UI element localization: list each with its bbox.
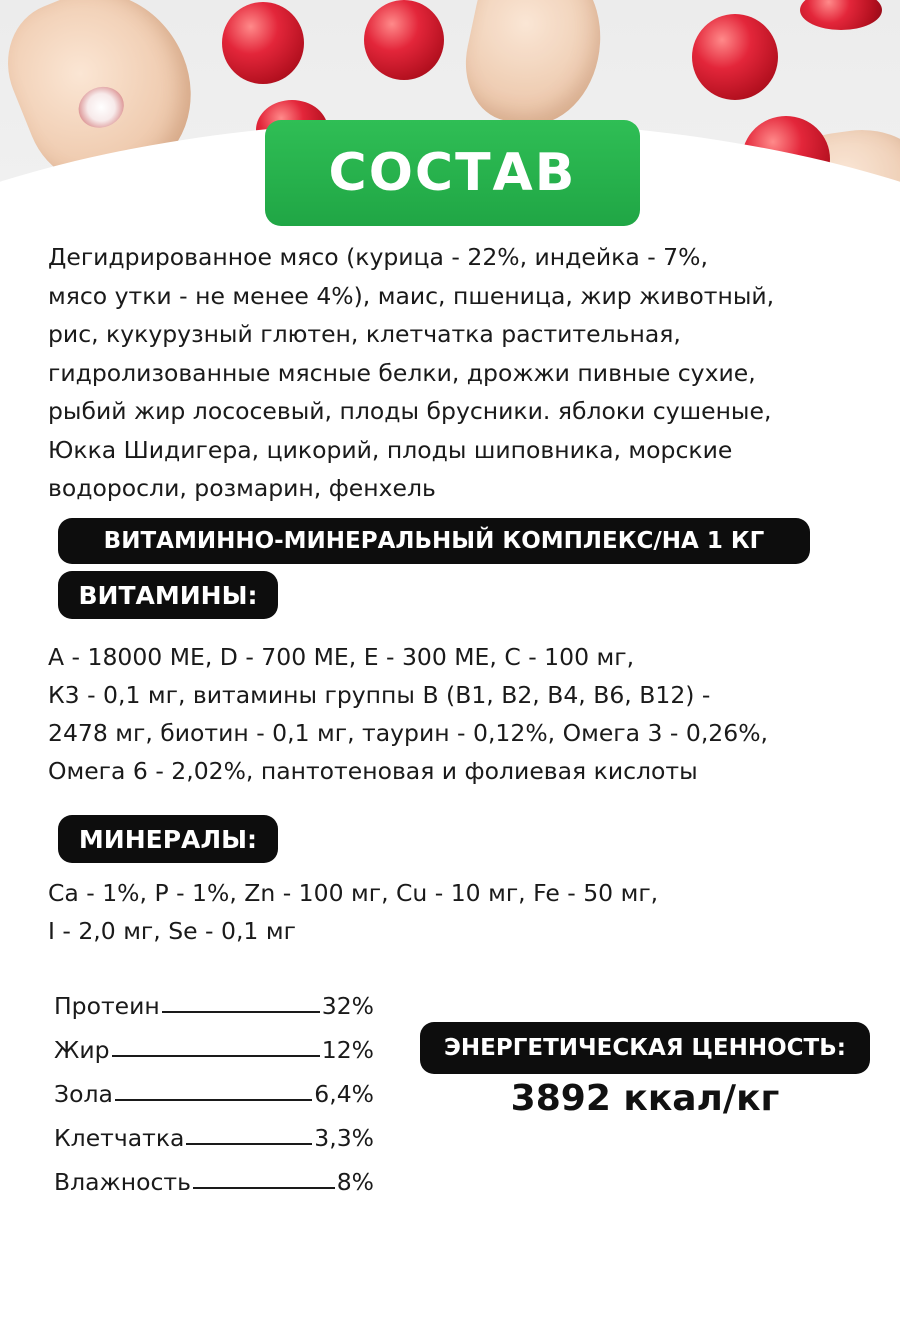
minerals-label: МИНЕРАЛЫ: (58, 815, 278, 863)
cranberry-image (222, 2, 304, 84)
analysis-name: Клетчатка (54, 1124, 185, 1152)
vitamins-label: ВИТАМИНЫ: (58, 571, 278, 619)
analysis-row-fiber (54, 1108, 374, 1152)
composition-line: рыбий жир лососевый, плоды брусники. яблоки сушеные, (48, 397, 772, 425)
analysis-value: 6,4% (314, 1080, 374, 1108)
analysis-value: 3,3% (314, 1124, 374, 1152)
minerals-line: I - 2,0 мг, Se - 0,1 мг (48, 917, 296, 945)
analysis-row-protein (54, 976, 374, 1020)
dotted-leader (162, 1011, 320, 1013)
vitamins-text (48, 638, 898, 790)
composition-line: Дегидрированное мясо (курица - 22%, индейка - 7%, (48, 243, 708, 271)
vitamins-line: 2478 мг, биотин - 0,1 мг, таурин - 0,12%, Омега 3 - 0,26%, (48, 719, 768, 747)
minerals-text (48, 874, 888, 950)
cranberry-image (364, 0, 444, 80)
composition-line: гидролизованные мясные белки, дрожжи пивные сухие, (48, 358, 756, 387)
composition-text (48, 238, 888, 508)
energy-value: 3892 ккал/кг (510, 1078, 780, 1119)
composition-line: Юкка Шидигера, цикорий, плоды шиповника, морские (48, 435, 733, 464)
composition-line: мясо утки - не менее 4%), маис, пшеница, жир животный, (48, 281, 775, 310)
composition-line: рис, кукурузный глютен, клетчатка растительная, (48, 320, 681, 348)
vitamins-line: А - 18000 МЕ, D - 700 МЕ, Е - 300 МЕ, С - 100 мг, (48, 643, 635, 671)
minerals-line: Са - 1%, Р - 1%, Zn - 100 мг, Cu - 10 мг, Fe - 50 мг, (48, 879, 659, 907)
analysis-value: 12% (321, 1036, 374, 1064)
page-title: СОСТАВ (265, 120, 640, 226)
analysis-name: Зола (54, 1080, 113, 1108)
cranberry-image (692, 14, 778, 100)
analysis-value: 32% (321, 992, 374, 1020)
energy-value-label: ЭНЕРГЕТИЧЕСКАЯ ЦЕННОСТЬ: (420, 1022, 870, 1074)
analysis-row-fat (54, 1020, 374, 1064)
chicken-drumstick-image (454, 0, 615, 137)
cranberry-image (800, 0, 882, 30)
analysis-row-moisture (54, 1152, 374, 1196)
vitamins-line: Омега 6 - 2,02%, пантотеновая и фолиевая кислоты (48, 757, 698, 785)
analysis-row-ash (54, 1064, 374, 1108)
analysis-value: 8% (336, 1168, 374, 1196)
vitamins-line: К3 - 0,1 мг, витамины группы В (В1, В2, В4, В6, В12) - (48, 681, 711, 709)
vitamin-mineral-complex-label: ВИТАМИННО-МИНЕРАЛЬНЫЙ КОМПЛЕКС/НА 1 КГ (58, 518, 810, 564)
guaranteed-analysis (54, 976, 374, 1196)
composition-line: водоросли, розмарин, фенхель (48, 474, 436, 502)
analysis-name: Влажность (54, 1168, 191, 1196)
dotted-leader (193, 1187, 335, 1189)
dotted-leader (112, 1055, 320, 1057)
analysis-name: Жир (54, 1036, 110, 1064)
dotted-leader (186, 1143, 312, 1145)
dotted-leader (115, 1099, 312, 1101)
analysis-name: Протеин (54, 992, 160, 1020)
